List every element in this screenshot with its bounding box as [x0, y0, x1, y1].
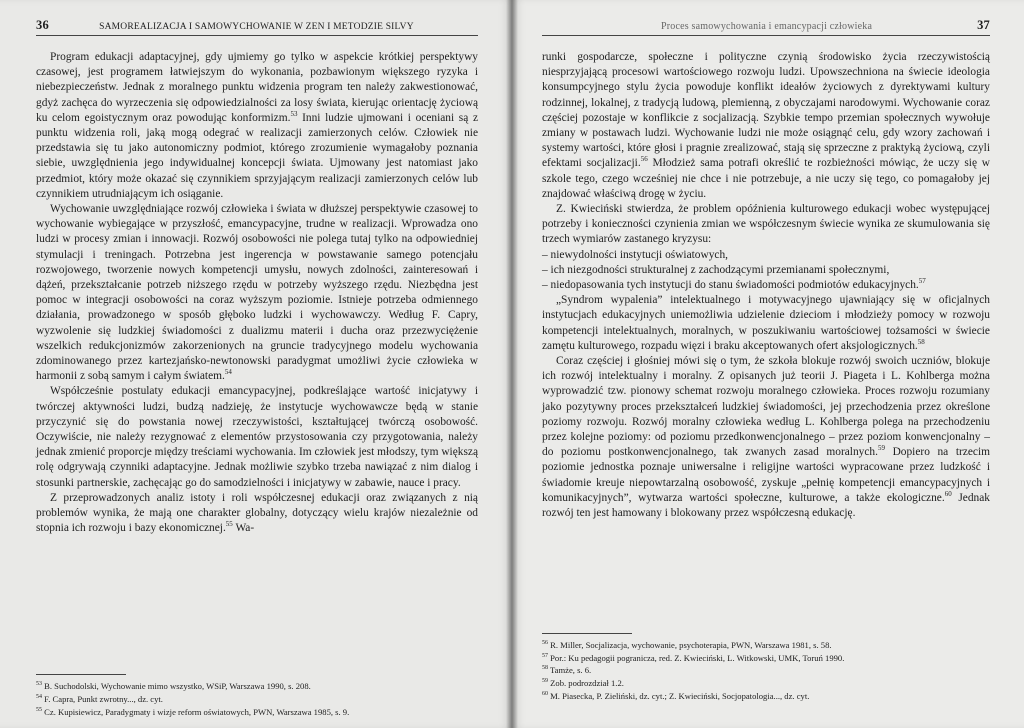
- paragraph: „Syndrom wypalenia” intelektualnego i motywacyjnego ujawniający się w oficjalnych instytucjach edukacyjnych uniemożliwia udzielenie dzieciom i młodzieży pomocy w rozwoju kompetencji intelektualnych, moralnych, w poszukiwaniu wartościowej tożsamości w świecie zamętu kulturowego, rozpadu więzi i braku akceptowanych ofert aksjologicznych.$^{58}$: [542, 294, 990, 352]
- running-title: Proces samowychowania i emancypacji człowieka: [660, 21, 873, 32]
- footnote: $^{58}$ Tamże, s. 6.: [542, 665, 592, 676]
- left-page-body: [36, 50, 478, 537]
- right-page-header: [542, 18, 990, 36]
- footnote: $^{55}$ Cz. Kupisiewicz, Paradygmaty i wizje reform oświatowych, PWN, Warszawa 1985, s. 9.: [36, 707, 350, 717]
- footnote: $^{53}$ B. Suchodolski, Wychowanie mimo wszystko, WSiP, Warszawa 1990, s. 208.: [36, 681, 311, 692]
- list-item: – ich niezgodności strukturalnej z zachodzącymi przemianami społecznymi,: [542, 263, 890, 276]
- footnote-ref: 55: [225, 520, 233, 529]
- footnote: $^{57}$ Por.: Ku pedagogii pogranicza, red. Z. Kwieciński, L. Witkowski, UMK, Toruń 1990.: [542, 652, 845, 663]
- footnotes: [542, 633, 990, 702]
- footnote-ref: 59: [877, 444, 885, 453]
- footnote: $^{56}$ R. Miller, Socjalizacja, wychowanie, psychoterapia, PWN, Warszawa 1981, s. 58.: [542, 639, 832, 650]
- footnote-ref: 58: [917, 338, 925, 347]
- paragraph: Program edukacji adaptacyjnej, gdy ujmiemy go tylko w aspekcie krótkiej perspektywy czasowej, jest programem łatwiejszym do wykonania, pozbawionym większego ryzyka i niebezpieczeństw. Jednak z moralnego punktu widzenia program ten należy zakwestionować, gdyż zachęca do wyrzeczenia się odpowiedzialności za losy świata, kierując orientację życiową ku celom egoistycznym oraz powodując konformizm.$^{53}$ Inni ludzie ujmowani i oceniani są z punktu widzenia roli, jaką mogą odegrać w realizacji zamierzonych celów. Człowiek nie przedstawia się tu jako autonomiczny podmiot, którego zrozumienie wymagałoby poznania siebie, uwzględnienia jego indywidualnej koncepcji świata. Ujmowany jest natomiast jako przedmiot, który może okazać się czynnikiem sprzyjającym realizacji zamierzonych celów lub czynnikiem utrudniającym ich osiąganie.: [36, 51, 478, 200]
- paragraph: Coraz częściej i głośniej mówi się o tym, że szkoła blokuje rozwój swoich uczniów, blokuje ich rozwój intelektualny i moralny. Z opisanych już teorii J. Piageta i L. Kohlberga można wyprowadzić tzw. pionowy schemat rozwoju moralnego człowieka. Proces rozwoju rozumiany jako pozytywny proces przekształceń ludzkiej świadomości, jej przechodzenia przez określone poziomy rozwoju. Rozwój moralny człowieka według L. Kohlberga polega na przechodzeniu przez kolejne poziomy: od poziomu przedkonwencjonalnego – przez poziom konwencjonalny – do poziomu postkonwencjonalnego, tak zwanych zasad moralnych.$^{59}$ Dopiero na trzecim poziomie jednostka poznaje uniwersalne i religijne wartości wypracowane przez ludzkość i świadomie kreuje niepowtarzalną osobowość, zyskuje „pełnię kompetencji emancypacyjnych i komunikacyjnych”, wytwarza wartości społeczne, kulturowe, a także ekologiczne.$^{60}$ Jednak rozwój ten jest hamowany i blokowany przez współczesną edukację.: [542, 355, 991, 520]
- footnote-ref: 56: [640, 155, 648, 164]
- page-number: 36: [36, 18, 49, 32]
- right-page: [512, 0, 1024, 728]
- footnote-ref: 53: [290, 110, 298, 119]
- running-title: SAMOREALIZACJA I SAMOWYCHOWANIE W ZEN I METODZIE SILVY: [99, 22, 414, 32]
- footnote: $^{60}$ M. Piasecka, P. Zieliński, dz. cyt.; Z. Kwieciński, Socjopatologia..., dz. cyt.: [542, 691, 810, 701]
- footnote: $^{54}$ F. Capra, Punkt zwrotny..., dz. cyt.: [36, 694, 163, 705]
- paragraph: runki gospodarcze, społeczne i polityczne czynią środowisko życia rzeczywistością niesprzyjającą procesowi wartościowego rozwoju ludzi. Upowszechniona na świecie ideologia konsumpcyjnego stylu życia powoduje konflikt ideałów życiowych z dyrektywami kultury rodzinnej, lokalnej, z tradycją ludową, plemienną, z obyczajami narodowymi. Wychowanie coraz częściej pozostaje w konflikcie z socjalizacją. Szybkie tempo przemian społecznych wywołuje zmiany w postawach ludzi. Wychowanie ludzi nie może osiągnąć celu, gdy wzory zachowań i systemy wartości, które głosi i pragnie zrealizować, stają się sprzeczne z praktyką życiową, czyli efektami socjalizacji.$^{56}$ Młodzież sama potrafi określić te rozbieżności mówiąc, że uczy się w szkole tego, czego wcześniej nie chce i nie potrzebuje, a nie uczy się tego, co pomagałoby jej znajdować właściwą drogę w życiu.: [542, 51, 990, 200]
- page-number: 37: [977, 18, 990, 32]
- footnote-ref: 57: [918, 277, 926, 286]
- footnotes: [36, 674, 478, 718]
- left-page-header: [36, 18, 478, 36]
- paragraph: Współcześnie postulaty edukacji emancypacyjnej, podkreślające wartość inicjatywy i twórczej aktywności ludzi, budzą nadzieję, że instytucje wychowawcze będą w stanie przyczynić się do powstania nowej rzeczywistości, kształtującej twórczą osobowość. Oczywiście, nie należy rezygnować z elementów przystosowania czy przygotowania, należy jednak zmienić proporcje między treściami wychowania. Im człowiek jest młodszy, tym większą rolę odgrywają czynniki adaptacyjne. Jednak możliwie szybko trzeba nawiązać z nim dialog i stosunki partnerskie, zachęcając go do samodzielności i inicjatywy w zabawie, nauce i pracy.: [36, 385, 478, 489]
- paragraph: Wychowanie uwzględniające rozwój człowieka i świata w dłuższej perspektywie czasowej to wychowanie wybiegające w przyszłość, emancypacyjne, trudne w realizacji. Wprowadza ono ludzi w procesy zmian i innowacji. Rozwój osobowości nie polega tutaj tylko na odpowiedniej stymulacji i treningach. Potrzebna jest ingerencja w powstawanie samego potencjału rozwojowego, tworzenie nowych kompetencji umysłu, nowych zdolności, zainteresowań i dążeń, przekształcanie potrzeb niższego rzędu w potrzeby wyższego rzędu. Niezbędna jest pomoc w integracji osobowości na coraz wyższym poziomie. Istnieje potrzeba odmiennego działania, prowadzonego w sposób głęboko ludzki i wychowawczy. Według F. Capry, wyzwolenie się ludzkiej świadomości z dualizmu materii i ducha oraz przezwyciężenie wszelkich redukcjonizmów zakorzenionych na gruncie tradycyjnego modelu wychowania zdominowanego przez kartezjańsko-newtonowski paradygmat umożliwi życie człowieka w harmonii z sobą samym i całym światem.$^{54}$: [36, 203, 478, 383]
- footnote-ref: 54: [224, 368, 232, 377]
- footnote-divider: [36, 674, 126, 675]
- footnote-ref: 60: [944, 490, 952, 499]
- list-item: – niewydolności instytucji oświatowych,: [542, 248, 729, 261]
- footnote-divider: [542, 633, 632, 634]
- crisis-list: [542, 248, 990, 294]
- right-page-body: [542, 50, 990, 521]
- paragraph: Z przeprowadzonych analiz istoty i roli współczesnej edukacji oraz związanych z nią problemów wynika, że mają one charakter globalny, dotyczący wielu krajów niezależnie od stopnia ich rozwoju i bazy ekonomicznej.$^{55}$ Wa-: [36, 491, 478, 535]
- footnote: $^{59}$ Zob. podrozdział 1.2.: [542, 678, 624, 689]
- list-item: – niedopasowania tych instytucji do stanu świadomości podmiotów edukacyjnych.$^{57}$: [542, 277, 926, 292]
- paragraph: Z. Kwieciński stwierdza, że problem opóźnienia kulturowego edukacji wobec występującej potrzeby i konieczności czynienia zmian we współczesnym świecie wynika ze skumulowania się trzech wymiarów zastanego kryzysu:: [542, 203, 990, 246]
